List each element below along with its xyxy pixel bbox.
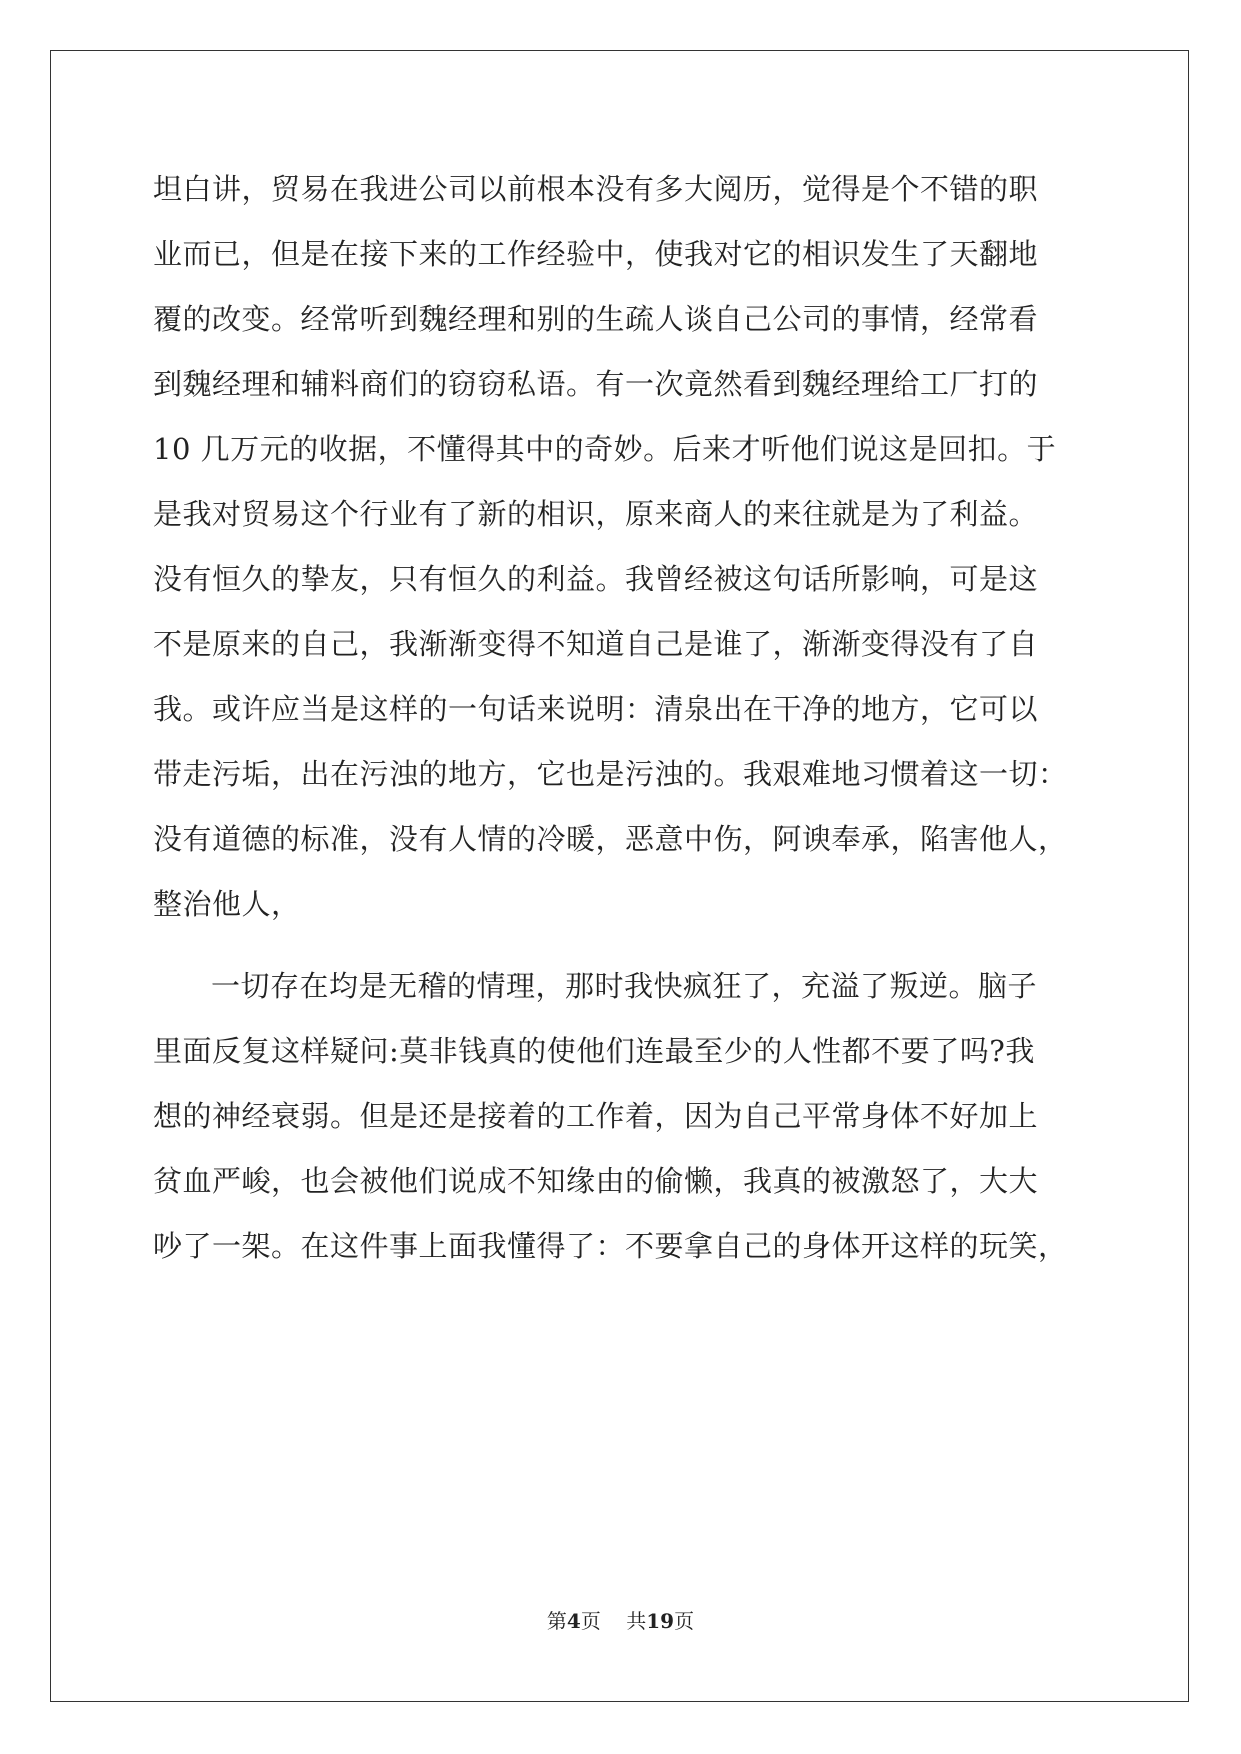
- total-prefix: 共: [626, 1609, 647, 1633]
- total-suffix: 页: [674, 1609, 695, 1633]
- paragraph-gap: [153, 937, 1093, 954]
- page-number: 4: [566, 1609, 581, 1633]
- text-line: 不是原来的自己，我渐渐变得不知道自己是谁了，渐渐变得没有了自: [153, 627, 1039, 661]
- text-line: 没有恒久的挚友，只有恒久的利益。我曾经被这句话所影响，可是这: [153, 562, 1039, 596]
- text-line: 10 几万元的收据，不懂得其中的奇妙。后来才听他们说这是回扣。于: [153, 432, 1057, 466]
- text-line: 到魏经理和辅料商们的窃窃私语。有一次竟然看到魏经理给工厂打的: [153, 367, 1039, 401]
- text-line: 一切存在均是无稽的情理，那时我快疯狂了，充溢了叛逆。脑子: [211, 969, 1038, 1003]
- page-prefix: 第: [546, 1609, 567, 1633]
- document-body: [153, 157, 1093, 1279]
- text-line: 贫血严峻，也会被他们说成不知缘由的偷懒，我真的被激怒了，大大: [153, 1164, 1039, 1198]
- page-footer: [0, 1605, 1241, 1634]
- text-line: 是我对贸易这个行业有了新的相识，原来商人的来往就是为了利益。: [153, 497, 1039, 531]
- text-line: 坦白讲，贸易在我进公司以前根本没有多大阅历，觉得是个不错的职: [153, 172, 1039, 206]
- text-line: 没有道德的标准，没有人情的冷暖，恶意中伤，阿谀奉承，陷害他人，: [153, 822, 1068, 856]
- text-line: 业而已，但是在接下来的工作经验中，使我对它的相识发生了天翻地: [153, 237, 1039, 271]
- text-line: 整治他人，: [153, 887, 301, 921]
- text-line: 吵了一架。在这件事上面我懂得了：不要拿自己的身体开这样的玩笑，: [153, 1229, 1068, 1263]
- text-line: 里面反复这样疑问:莫非钱真的使他们连最至少的人性都不要了吗?我: [153, 1034, 1035, 1068]
- text-line: 我。或许应当是这样的一句话来说明：清泉出在干净的地方，它可以: [153, 692, 1039, 726]
- total-pages: 19: [646, 1609, 675, 1633]
- text-line: 覆的改变。经常听到魏经理和别的生疏人谈自己公司的事情，经常看: [153, 302, 1039, 336]
- text-line: 带走污垢，出在污浊的地方，它也是污浊的。我艰难地习惯着这一切：: [153, 757, 1068, 791]
- text-line: 想的神经衰弱。但是还是接着的工作着，因为自己平常身体不好加上: [153, 1099, 1039, 1133]
- page-suffix: 页: [580, 1609, 601, 1633]
